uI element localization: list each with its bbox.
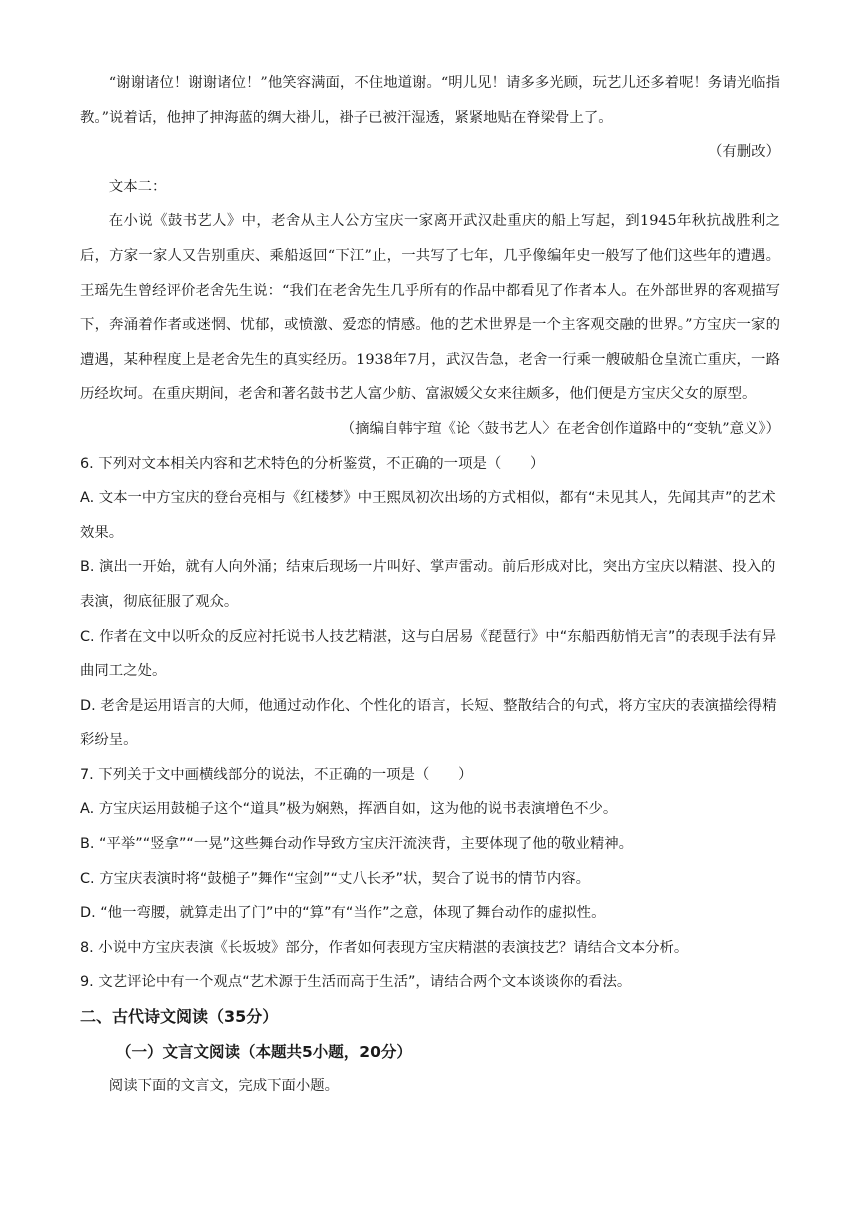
text2-body: 在小说《鼓书艺人》中，老舍从主人公方宝庆一家离开武汉赴重庆的船上写起，到1945年秋抗战胜利之后，方家一家人又告别重庆、乘船返回“下江”止，一共写了七年，几乎像编年史一般写了他们这些年的遭遇。王瑶先生曾经评价老舍先生说：“我们在老舍先生几乎所有的作品中都看见了作者本人。在外部世界的客观描写下，奔涌着作者或迷惘、忧郁，或愤激、爱恋的情感。他的艺术世界是一个主客观交融的世界。”方宝庆一家的遭遇，某种程度上是老舍先生的真实经历。1938年7月，武汉告急，老舍一行乘一艘破船仓皇流亡重庆，一路历经坎坷。在重庆期间，老舍和著名鼓书艺人富少舫、富淑媛父女来往颇多，他们便是方宝庆父女的原型。: [80, 213, 780, 403]
question-7-stem: 7. 下列关于文中画横线部分的说法，不正确的一项是（ ）: [80, 766, 473, 783]
text2-label: 文本二：: [108, 178, 167, 195]
question-6-option-d: D. 老舍是运用语言的大师，他通过动作化、个性化的语言，长短、整散结合的句式，将方宝庆的表演描绘得精彩纷呈。: [80, 697, 777, 749]
question-7-option-a: A. 方宝庆运用鼓槌子这个“道具”极为娴熟，挥洒自如，这为他的说书表演增色不少。: [80, 801, 618, 818]
question-9: 9. 文艺评论中有一个观点“艺术源于生活而高于生活”，请结合两个文本谈谈你的看法。: [80, 974, 632, 991]
question-7-option-b: B. “平举”“竖拿”“一晃”这些舞台动作导致方宝庆汗流浃背，主要体现了他的敬业精神。: [80, 836, 634, 853]
question-6-option-a: A. 文本一中方宝庆的登台亮相与《红楼梦》中王熙凤初次出场的方式相似，都有“未见其人，先闻其声”的艺术效果。: [80, 490, 776, 541]
text2-source: （摘编自韩宇瑄《论〈鼓书艺人〉在老舍创作道路中的“变轨”意义》）: [340, 420, 780, 437]
section-2-subheading: （一）文言文阅读（本题共5小题，20分）: [116, 1042, 412, 1061]
question-7-option-c: C. 方宝庆表演时将“鼓槌子”舞作“宝剑”“丈八长矛”状，契合了说书的情节内容。: [80, 870, 591, 887]
question-6-option-c: C. 作者在文中以听众的反应衬托说书人技艺精湛，这与白居易《琵琶行》中“东船西舫悄无言”的表现手法有异曲同工之处。: [80, 628, 777, 680]
abridged-note: （有删改）: [708, 144, 780, 161]
section-2-heading: 二、古代诗文阅读（35分）: [80, 1007, 279, 1027]
section-2-instruction: 阅读下面的文言文，完成下面小题。: [108, 1078, 340, 1095]
question-8: 8. 小说中方宝庆表演《长坂坡》部分，作者如何表现方宝庆精湛的表演技艺？请结合文本分析。: [80, 939, 689, 956]
question-6-option-b: B. 演出一开始，就有人向外涌；结束后现场一片叫好、掌声雷动。前后形成对比，突出方宝庆以精湛、投入的表演，彻底征服了观众。: [80, 559, 776, 610]
page-content: [80, 66, 780, 1104]
question-7-option-d: D. “他一弯腰，就算走出了门”中的“算”有“当作”之意，体现了舞台动作的虚拟性。: [80, 905, 606, 922]
text1-closing-paragraph: “谢谢诸位！谢谢诸位！”他笑容满面，不住地道谢。“明儿见！请多多光顾，玩艺儿还多着呢！务请光临指教。”说着话，他抻了抻海蓝的绸大褂儿，褂子已被汗湿透，紧紧地贴在脊梁骨上了。: [80, 75, 780, 126]
question-6-stem: 6. 下列对文本相关内容和艺术特色的分析鉴赏，不正确的一项是（ ）: [80, 455, 545, 472]
